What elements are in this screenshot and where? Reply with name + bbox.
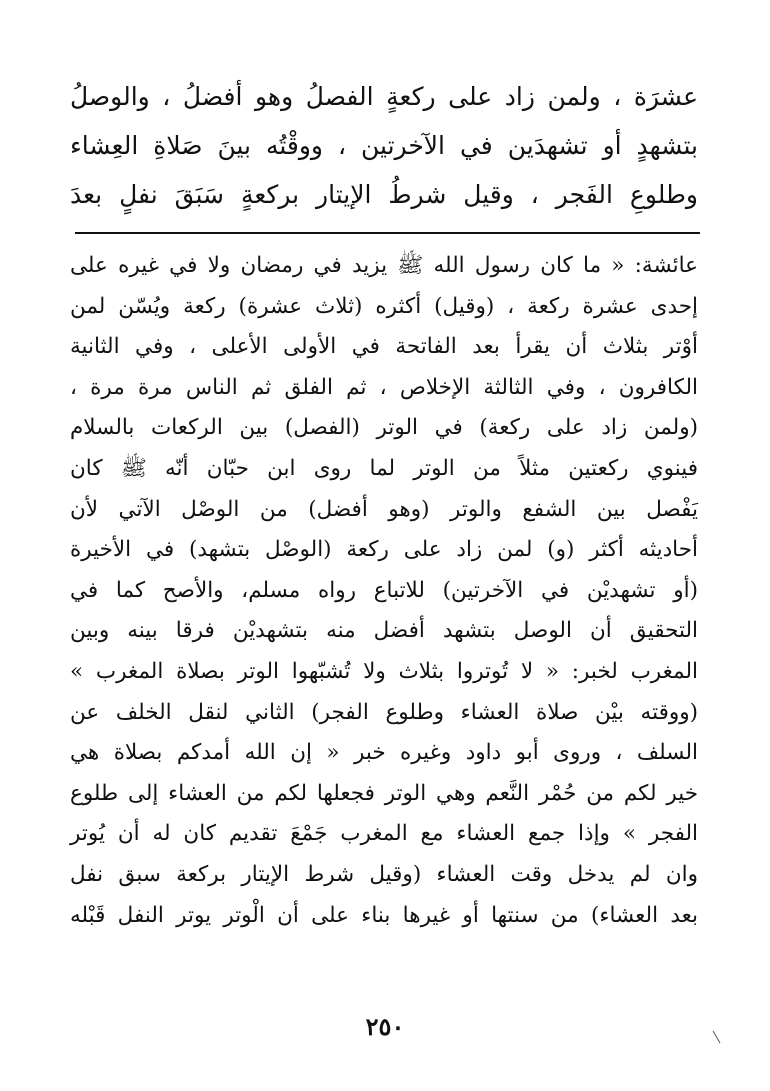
commentary-line: فينوي ركعتين مثلاً من الوتر لما روى ابن حبّان أنّه ﷺ كان (70, 455, 698, 481)
page-number: ٢٥٠ (365, 1012, 405, 1041)
commentary-line: المغرب لخبر: « لا تُوتروا بثلاث ولا تُشبّهوا الوتر بصلاة المغرب » (70, 658, 698, 684)
commentary-line: السلف ، وروى أبو داود وغيره خبر « إن الله أمدكم بصلاة هي (70, 740, 698, 766)
commentary-line: أحاديثه أكثر (و) لمن زاد على ركعة (الوصْل بتشهد) في الأخيرة (70, 537, 698, 563)
commentary-line: (ولمن زاد على ركعة) في الوتر (الفصل) بين الركعات بالسلام (70, 415, 698, 441)
commentary-line: الكافرون ، وفي الثالثة الإخلاص ، ثم الفلق ثم الناس مرة مرة ، (70, 374, 698, 400)
commentary-line: أوْتر بثلاث أن يقرأ بعد الفاتحة في الأولى الأعلى ، وفي الثانية (70, 334, 698, 360)
main-text-line: عشرَة ، ولمن زاد على ركعةٍ الفصلُ وهو أفضلُ ، والوصلُ (70, 82, 698, 111)
scan-mark-icon (712, 1030, 722, 1044)
commentary-block (70, 246, 698, 936)
commentary-line: إحدى عشرة ركعة ، (وقيل) أكثره (ثلاث عشرة) ركعة ويُسّن لمن (70, 293, 698, 319)
main-text-line: بتشهدٍ أو تشهدَين في الآخرتين ، ووقْتُه بينَ صَلاةِ العِشاء (70, 131, 698, 160)
commentary-line: خير لكم من حُمْر النَّعم وهي الوتر فجعلها لكم من العشاء إلى طلوع (70, 780, 698, 806)
commentary-line: عائشة: « ما كان رسول الله ﷺ يزيد في رمضان ولا في غيره على (70, 253, 698, 278)
commentary-line: (أو تشهديْن في الآخرتين) للاتباع رواه مسلم، والأصح كما في (70, 577, 698, 603)
commentary-line: الفجر » وإذا جمع العشاء مع المغرب جَمْعَ تقديم كان له أن يُوتر (70, 821, 698, 847)
main-text-block (70, 72, 698, 219)
section-divider (75, 232, 700, 234)
commentary-line: وان لم يدخل وقت العشاء (وقيل شرط الإيتار بركعة سبق نفل (70, 861, 698, 887)
commentary-line: يَفْصل بين الشفع والوتر (وهو أفضل) من الوصْل الآتي لأن (70, 496, 698, 522)
main-text-line: وطلوعِ الفَجر ، وقيل شرطُ الإيتار بركعةٍ سَبَقَ نفلٍ بعدَ (70, 180, 698, 209)
commentary-line: (ووقته بيْن صلاة العشاء وطلوع الفجر) الثاني لنقل الخلف عن (70, 699, 698, 725)
commentary-line: بعد العشاء) من سنتها أو غيرها بناء على أن الْوتر يوتر النفل قَبْله (70, 902, 698, 928)
commentary-line: التحقيق أن الوصل بتشهد أفضل منه بتشهديْن فرقا بينه وبين (70, 618, 698, 644)
